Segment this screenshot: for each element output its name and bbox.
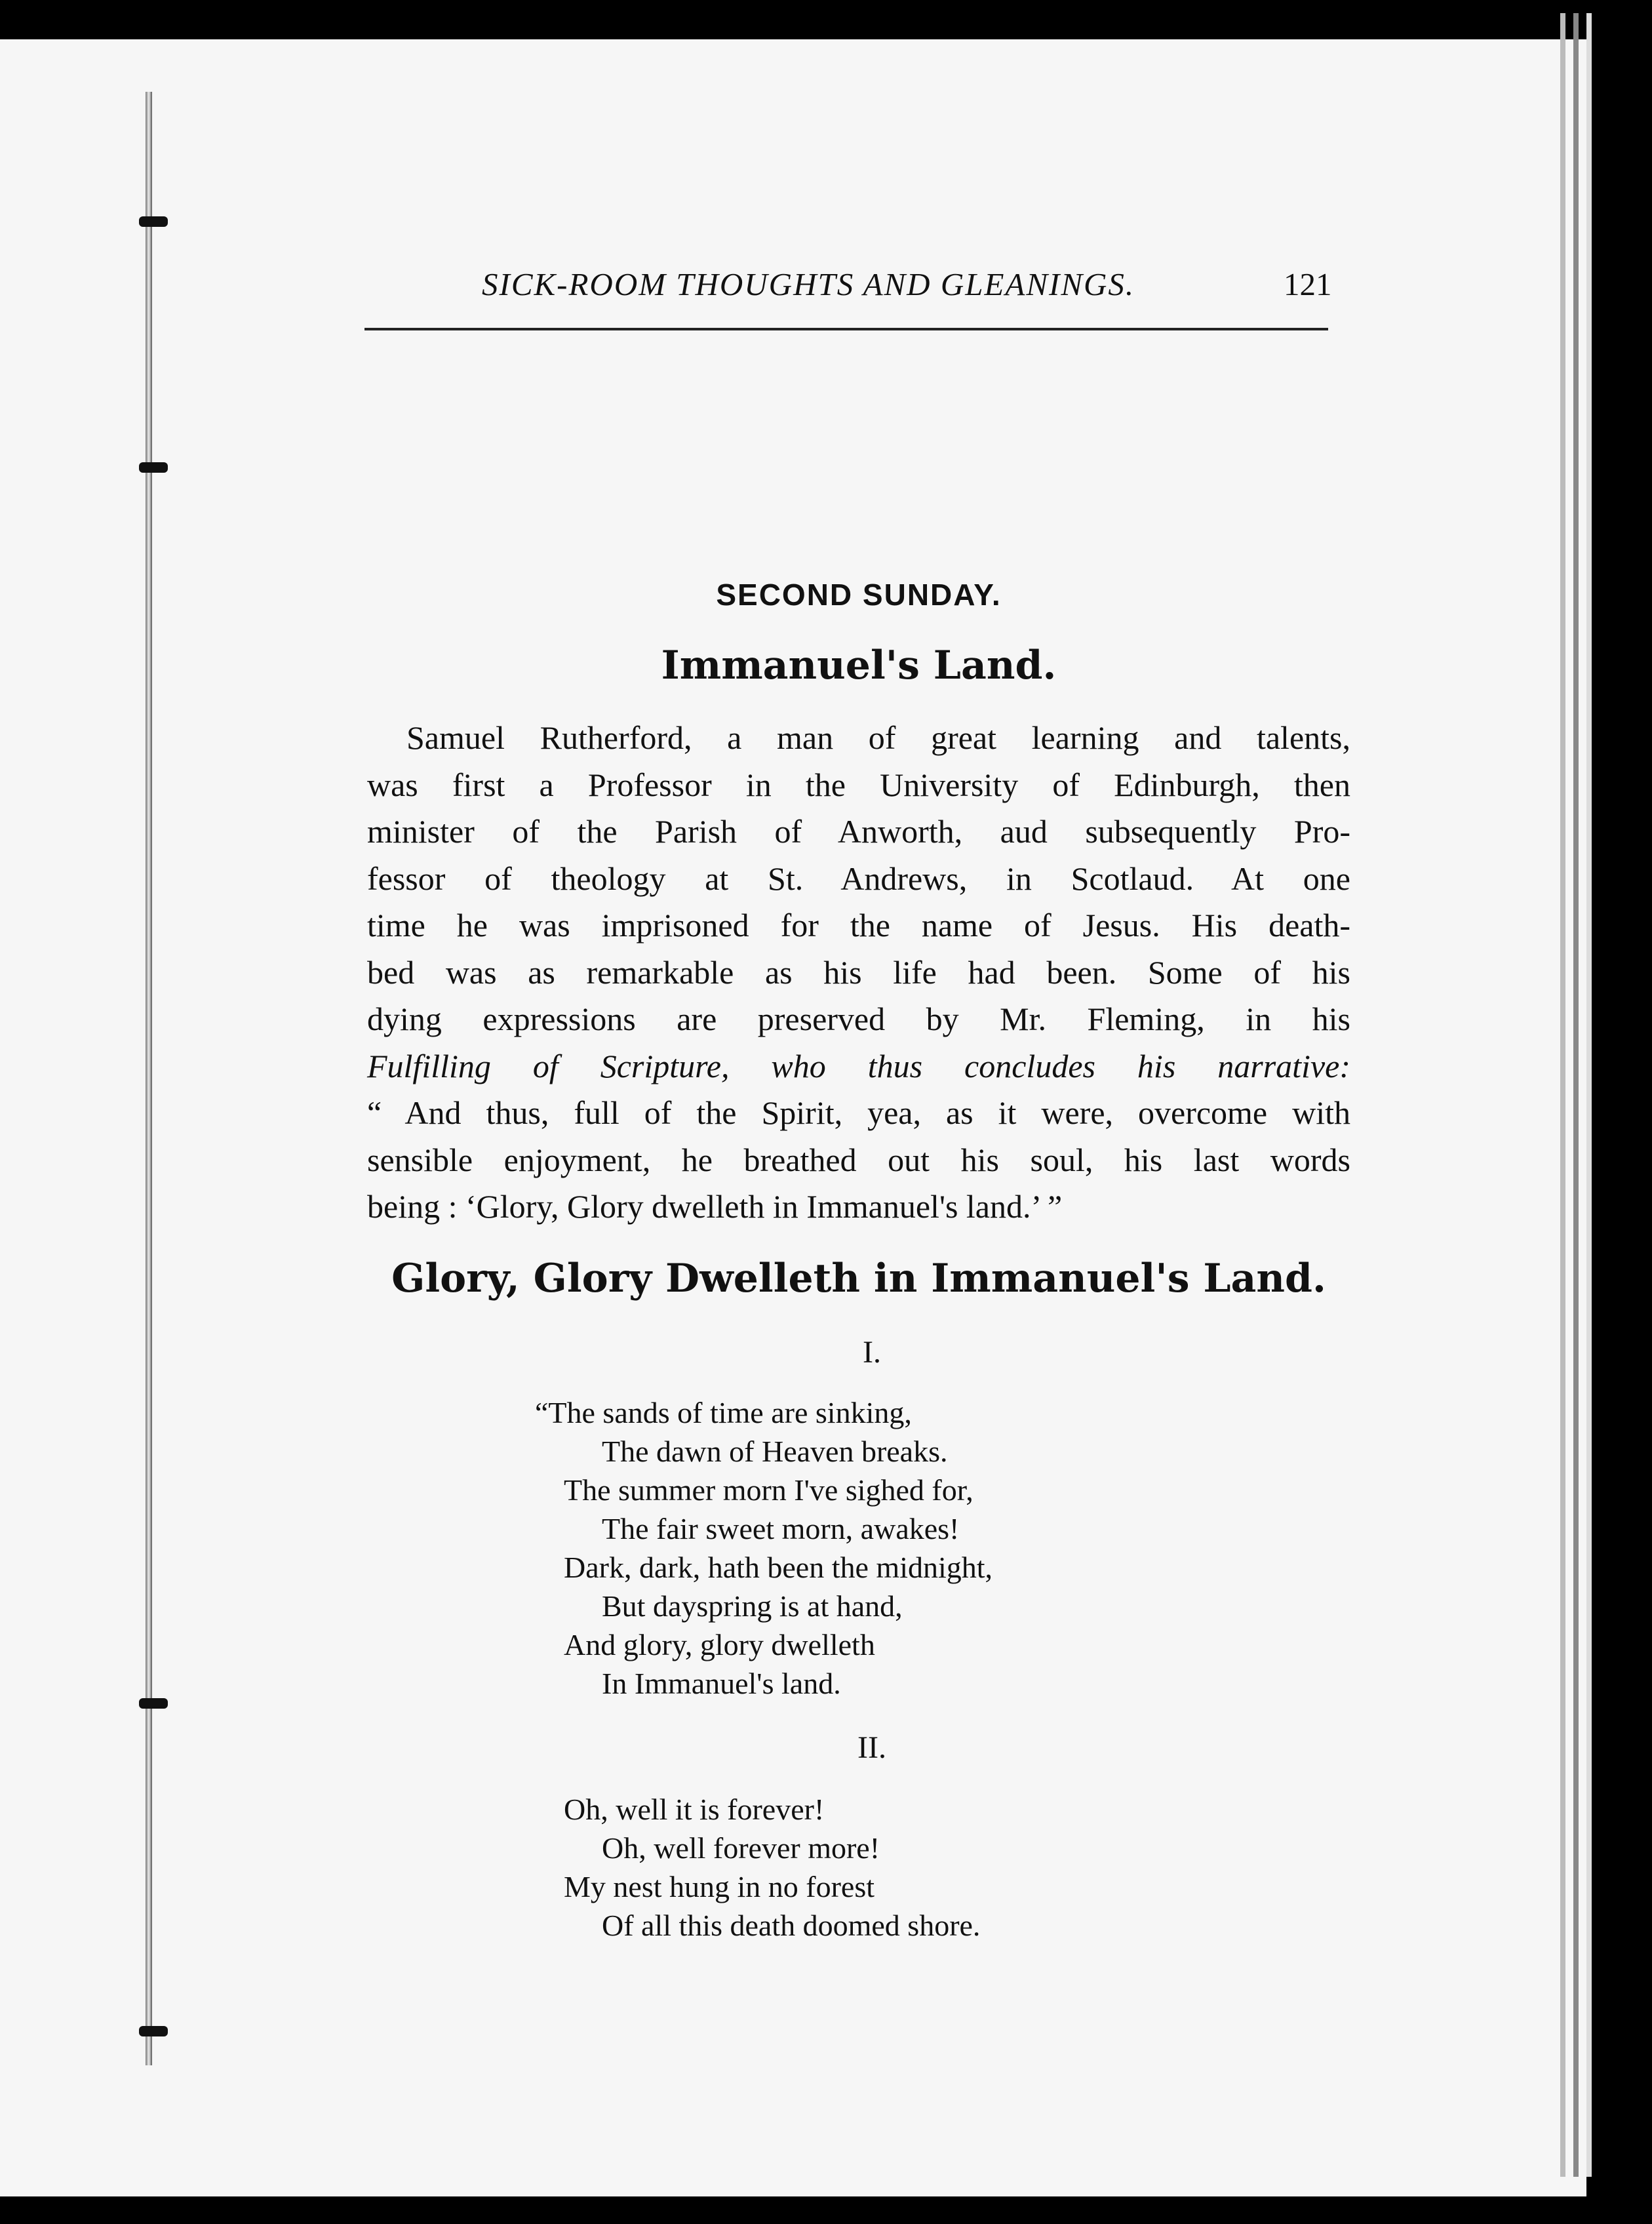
verse-line: Of all this death doomed shore. (602, 1909, 981, 1942)
prose-line: bed was as remarkable as his life had been. Some of his (367, 953, 1350, 991)
verse-line: The summer morn I've sighed for, (564, 1473, 974, 1507)
prose-line-italic-title: Fulfilling of Scripture, who thus concludes his narrative: (367, 1047, 1350, 1084)
prose-line: being : ‘Glory, Glory dwelleth in Immanuel's land.’ ” (367, 1188, 1063, 1225)
page-edge (1586, 13, 1592, 2177)
stanza-number: II. (857, 1730, 886, 1765)
header-rule (364, 328, 1328, 330)
verse-line: My nest hung in no forest (564, 1870, 875, 1903)
prose-line: minister of the Parish of Anworth, aud subsequently Pro- (367, 813, 1350, 850)
verse-line: In Immanuel's land. (602, 1667, 841, 1700)
prose-line: fessor of theology at St. Andrews, in Scotlaud. At one (367, 860, 1350, 897)
stanza-number: I. (863, 1335, 881, 1370)
hymn-title: Glory, Glory Dwelleth in Immanuel's Land. (391, 1256, 1326, 1301)
verse-line: But dayspring is at hand, (602, 1589, 903, 1623)
prose-line: sensible enjoyment, he breathed out his soul, his last words (367, 1141, 1350, 1178)
stanza-one (535, 1393, 993, 1703)
verse-line: The dawn of Heaven breaks. (602, 1435, 948, 1468)
section-title: Immanuel's Land. (661, 643, 1057, 688)
prose-line: was first a Professor in the University of Edinburgh, then (367, 766, 1350, 803)
section-heading: SECOND SUNDAY. (716, 578, 1002, 612)
page-edge (1573, 13, 1579, 2177)
verse-line: “The sands of time are sinking, (535, 1396, 912, 1429)
prose-line: dying expressions are preserved by Mr. Fleming, in his (367, 1001, 1350, 1037)
stanza-two (564, 1790, 980, 1945)
binding-stitch (139, 216, 168, 227)
verse-line: The fair sweet morn, awakes! (602, 1512, 960, 1545)
verse-line: And glory, glory dwelleth (564, 1628, 875, 1661)
binding-stitch (139, 1698, 168, 1709)
page-edge (1560, 13, 1565, 2177)
verse-line: Oh, well forever more! (602, 1831, 880, 1865)
prose-line: Samuel Rutherford, a man of great learning and talents, (406, 719, 1350, 756)
prose-line: “ And thus, full of the Spirit, yea, as it were, overcome with (367, 1094, 1350, 1131)
prose-line: time he was imprisoned for the name of Jesus. His death- (367, 907, 1350, 943)
page-number: 121 (1284, 266, 1332, 302)
verse-line: Oh, well it is forever! (564, 1793, 825, 1826)
prose-paragraph (367, 715, 1350, 1231)
verse-line: Dark, dark, hath been the midnight, (564, 1551, 993, 1584)
page-paper (0, 39, 1586, 2196)
binding-stitch (139, 462, 168, 473)
running-head-title: SICK-ROOM THOUGHTS AND GLEANINGS. (482, 266, 1135, 302)
binding-stitch (139, 2026, 168, 2036)
binding-spine (146, 92, 152, 2065)
